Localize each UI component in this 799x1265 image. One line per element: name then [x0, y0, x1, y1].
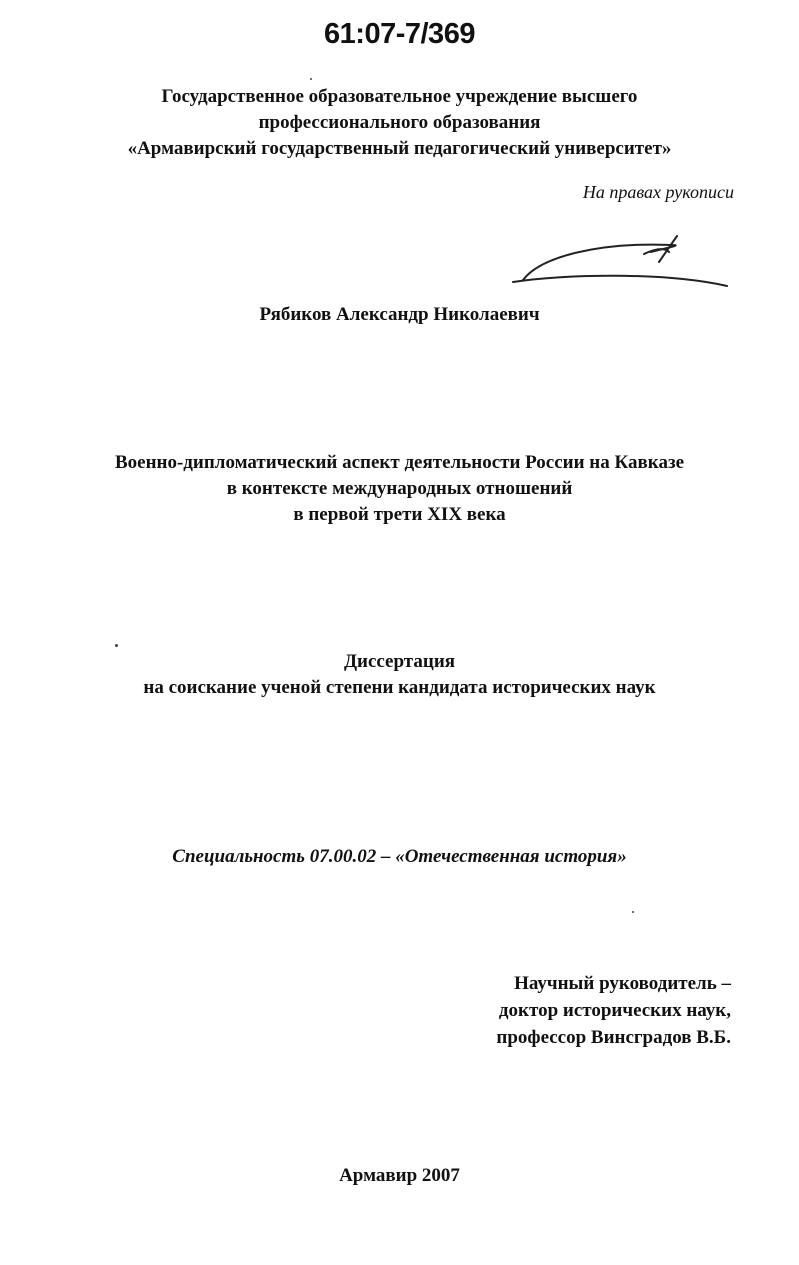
- handwritten-signature-icon: [505, 228, 740, 292]
- supervisor-block: [496, 970, 731, 1051]
- manuscript-note: На правах рукописи: [582, 182, 734, 202]
- work-type: [0, 649, 799, 701]
- supervisor-line-2: доктор исторических наук,: [498, 1000, 731, 1021]
- institution-block: [0, 84, 799, 162]
- author-name: Рябиков Александр Николаевич: [259, 304, 540, 325]
- work-type-line-2: на соискание ученой степени кандидата исторических наук: [143, 677, 656, 698]
- work-type-line-1: Диссертация: [343, 651, 456, 672]
- scan-speck: [310, 78, 312, 80]
- title-line-2: в контексте международных отношений: [226, 478, 573, 499]
- scan-speck: [115, 644, 118, 647]
- title-line-1: Военно-дипломатический аспект деятельности России на Кавказе: [114, 452, 685, 473]
- institution-line-2: профессионального образования: [258, 112, 541, 133]
- title-line-3: в первой трети XIX века: [293, 504, 506, 525]
- institution-line-1: Государственное образовательное учреждение высшего: [161, 86, 638, 107]
- dissertation-title: [0, 450, 799, 528]
- catalog-number: 61:07-7/369: [324, 18, 475, 50]
- specialty: Специальность 07.00.02 – «Отечественная история»: [172, 846, 627, 867]
- supervisor-line-3: профессор Винсградов В.Б.: [496, 1027, 731, 1048]
- supervisor-line-1: Научный руководитель –: [514, 973, 731, 994]
- institution-line-3: «Армавирский государственный педагогический университет»: [127, 138, 672, 159]
- place-year: Армавир 2007: [339, 1165, 460, 1186]
- scan-speck: [632, 911, 634, 913]
